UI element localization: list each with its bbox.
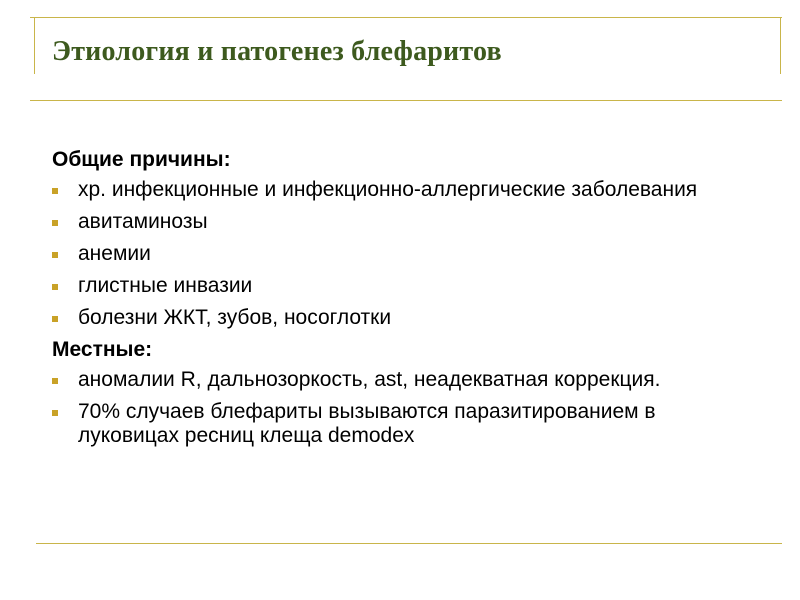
list-item-text: 70% случаев блефариты вызываются паразитированием в луковицах ресниц клеща demodex	[78, 400, 656, 447]
square-bullet-icon	[52, 378, 58, 384]
local-causes-list	[52, 368, 752, 448]
square-bullet-icon	[52, 220, 58, 226]
list-item-text: хр. инфекционные и инфекционно-аллергические заболевания	[78, 178, 698, 201]
local-causes-heading: Местные:	[52, 338, 153, 361]
list-item-text: анемии	[78, 242, 151, 265]
list-item	[52, 178, 752, 202]
list-item-text: авитаминозы	[78, 210, 208, 233]
square-bullet-icon	[52, 410, 58, 416]
title-underline	[30, 100, 782, 101]
list-item	[52, 368, 752, 392]
frame-line-right	[780, 17, 781, 74]
general-causes-list	[52, 178, 752, 330]
list-item	[52, 400, 752, 448]
list-item	[52, 274, 752, 298]
list-item	[52, 210, 752, 234]
general-causes-heading: Общие причины:	[52, 148, 231, 171]
square-bullet-icon	[52, 188, 58, 194]
slide-title: Этиология и патогенез блефаритов	[52, 36, 502, 67]
square-bullet-icon	[52, 252, 58, 258]
frame-line-left	[34, 17, 35, 74]
list-item-text: глистные инвазии	[78, 274, 253, 297]
list-item-text: болезни ЖКТ, зубов, носоглотки	[78, 306, 392, 329]
frame-line-bottom	[36, 543, 782, 544]
slide-content	[52, 148, 752, 456]
list-item	[52, 242, 752, 266]
list-item	[52, 306, 752, 330]
square-bullet-icon	[52, 316, 58, 322]
list-item-text: аномалии R, дальнозоркость, ast, неадекватная коррекция.	[78, 368, 661, 391]
square-bullet-icon	[52, 284, 58, 290]
frame-line-top	[30, 17, 782, 18]
